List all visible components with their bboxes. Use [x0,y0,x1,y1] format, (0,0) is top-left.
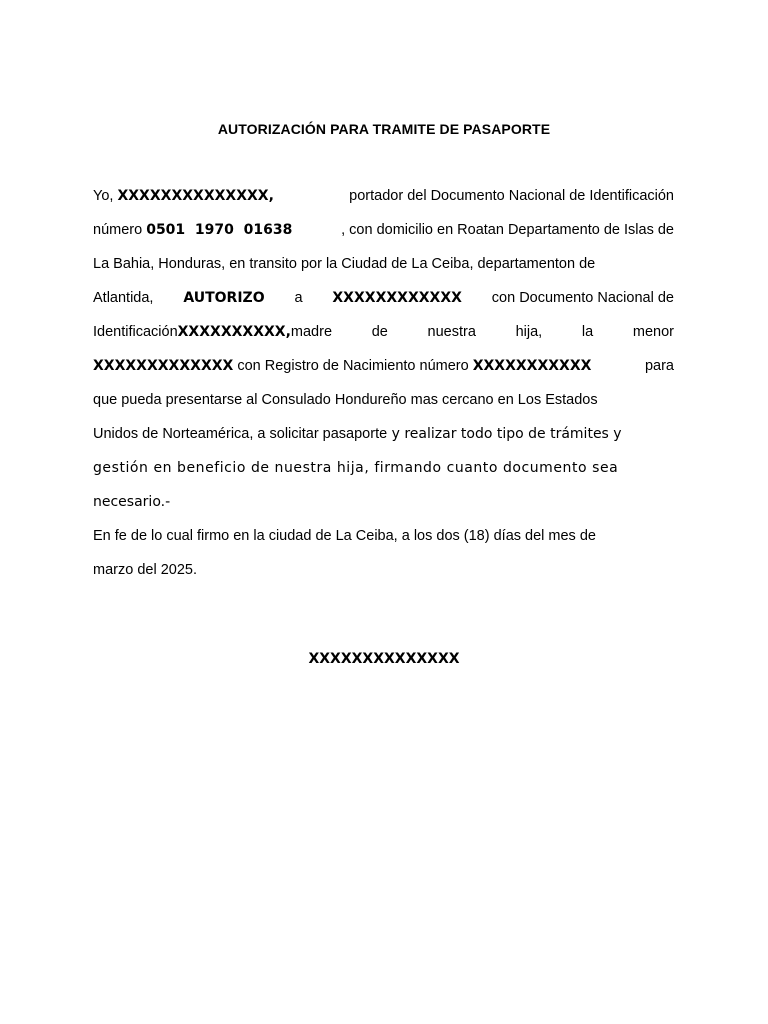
line-text: para [644,358,674,374]
body-line-2 [93,220,674,254]
body-line-7 [93,390,674,424]
line-text: Unidos de Norteamérica, a solicitar pasaporte [93,426,388,442]
body-paragraph [93,186,674,594]
line-text: Identificación [93,324,178,340]
line-text: a [294,290,303,306]
name-placeholder: XXXXXXXXXXXXXX, [117,188,274,204]
line-text: con Registro de Nacimiento número [233,358,473,374]
line-text: y realizar todo tipo de trámites y [387,426,622,442]
line-text: En fe de lo cual firmo en la ciudad de La Ceiba, a los dos (18) días del mes de [93,528,596,544]
line-text: portador del Documento Nacional de Identificación [349,188,674,204]
body-line-10 [93,492,674,526]
signature-placeholder: XXXXXXXXXXXXXX [308,651,460,667]
body-line-3 [93,254,674,288]
body-line-1 [93,186,674,220]
body-line-12 [93,560,674,594]
line-text: La Bahia, Honduras, en transito por la Ciudad de La Ceiba, departamenton de [93,256,596,272]
line-text: número [93,222,147,238]
line-text: que pueda presentarse al Consulado Hondureño mas cercano en Los Estados [93,392,598,408]
birth-record-placeholder: XXXXXXXXXXX [472,358,592,374]
line-text: Yo, [93,188,118,204]
line-text: marzo del 2025. [93,562,197,578]
document-title: AUTORIZACIÓN PARA TRAMITE DE PASAPORTE [217,121,551,137]
body-line-8 [93,424,674,458]
body-line-4 [93,288,674,322]
body-line-5 [93,322,674,356]
name-placeholder: XXXXXXXXXXXX [332,290,462,306]
body-line-6 [93,356,674,390]
id-placeholder: XXXXXXXXXX, [177,324,291,340]
line-text: madre de nuestra hija, la menor [290,324,674,340]
line-text: , con domicilio en Roatan Departamento de Islas de [341,222,674,238]
line-text: necesario.- [93,494,171,510]
line-text: Atlantida, [93,290,154,306]
minor-name-placeholder: XXXXXXXXXXXXX [93,358,234,374]
line-text: con Documento Nacional de [491,290,674,306]
line-text: gestión en beneficio de nuestra hija, firmando cuanto documento sea [93,460,619,476]
body-line-11 [93,526,674,560]
authorize-keyword: AUTORIZO [183,290,265,306]
body-line-9 [93,458,674,492]
id-number: 0501 1970 01638 [146,222,293,238]
